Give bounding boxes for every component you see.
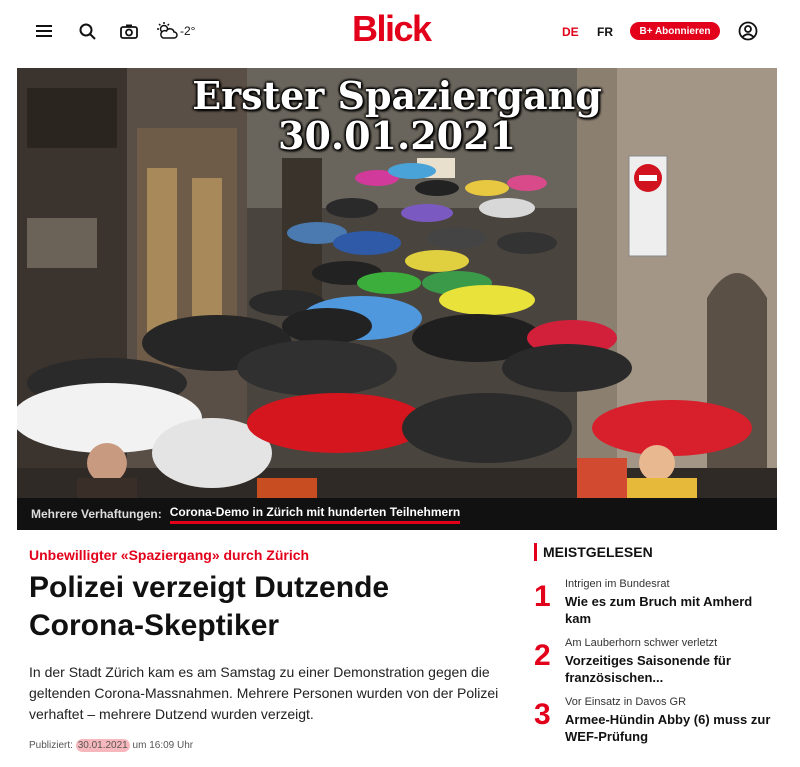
article-lead: In der Stadt Zürich kam es am Samstag zu einer Demonstration gegen die geltenden Corona-Massnahmen. Mehrere Personen wurden von der Polizei verhaftet – mehrere Dutzend wurden verzeigt. — [29, 664, 499, 722]
item-kicker: Am Lauberhorn schwer verletzt — [565, 637, 718, 649]
temperature-label: -2° — [180, 24, 196, 38]
language-de-link[interactable]: DE — [562, 25, 579, 39]
caption-prefix: Mehrere Verhaftungen: — [31, 507, 162, 521]
published-suffix: um 16:09 Uhr — [132, 740, 194, 751]
published-prefix: Publiziert: — [29, 740, 73, 751]
blick-logo[interactable]: Blick — [352, 8, 431, 49]
article-kicker: Unbewilligter «Spaziergang» durch Zürich — [29, 547, 310, 563]
item-kicker: Intrigen im Bundesrat — [565, 578, 670, 590]
item-kicker: Vor Einsatz in Davos GR — [565, 696, 687, 708]
item-title[interactable]: Armee-Hündin Abby (6) muss zur WEF-Prüfung — [565, 712, 771, 744]
rank-number: 3 — [534, 698, 551, 731]
search-icon[interactable] — [74, 18, 100, 44]
overlay-line-2: 30.01.2021 — [278, 113, 516, 158]
camera-icon[interactable] — [116, 18, 142, 44]
published-date: 30.01.2021 — [77, 740, 128, 751]
rank-number: 2 — [534, 639, 551, 672]
user-icon[interactable] — [735, 18, 761, 44]
site-header — [0, 0, 800, 62]
rank-number: 1 — [534, 580, 551, 613]
caption-link[interactable]: Corona-Demo in Zürich mit hunderten Teilnehmern — [170, 505, 460, 524]
subscribe-button[interactable]: B+ Abonnieren — [630, 22, 720, 40]
article-headline[interactable]: Polizei verzeigt Dutzende Corona-Skeptiker — [29, 571, 390, 642]
image-caption[interactable] — [17, 498, 777, 530]
hero-image[interactable] — [17, 68, 777, 530]
overlay-line-1: Erster Spaziergang — [192, 73, 602, 118]
hamburger-menu-icon[interactable] — [31, 18, 57, 44]
most-read-sidebar — [534, 543, 774, 744]
item-title[interactable]: Wie es zum Bruch mit Amherd kam — [565, 594, 753, 626]
partly-cloudy-icon — [154, 18, 180, 44]
most-read-title: MEISTGELESEN — [534, 543, 774, 561]
item-title[interactable]: Vorzeitiges Saisonende für französischen... — [565, 653, 731, 685]
hero-overlay-title — [17, 73, 777, 158]
language-fr-link[interactable]: FR — [597, 25, 613, 39]
publish-meta — [29, 740, 193, 751]
